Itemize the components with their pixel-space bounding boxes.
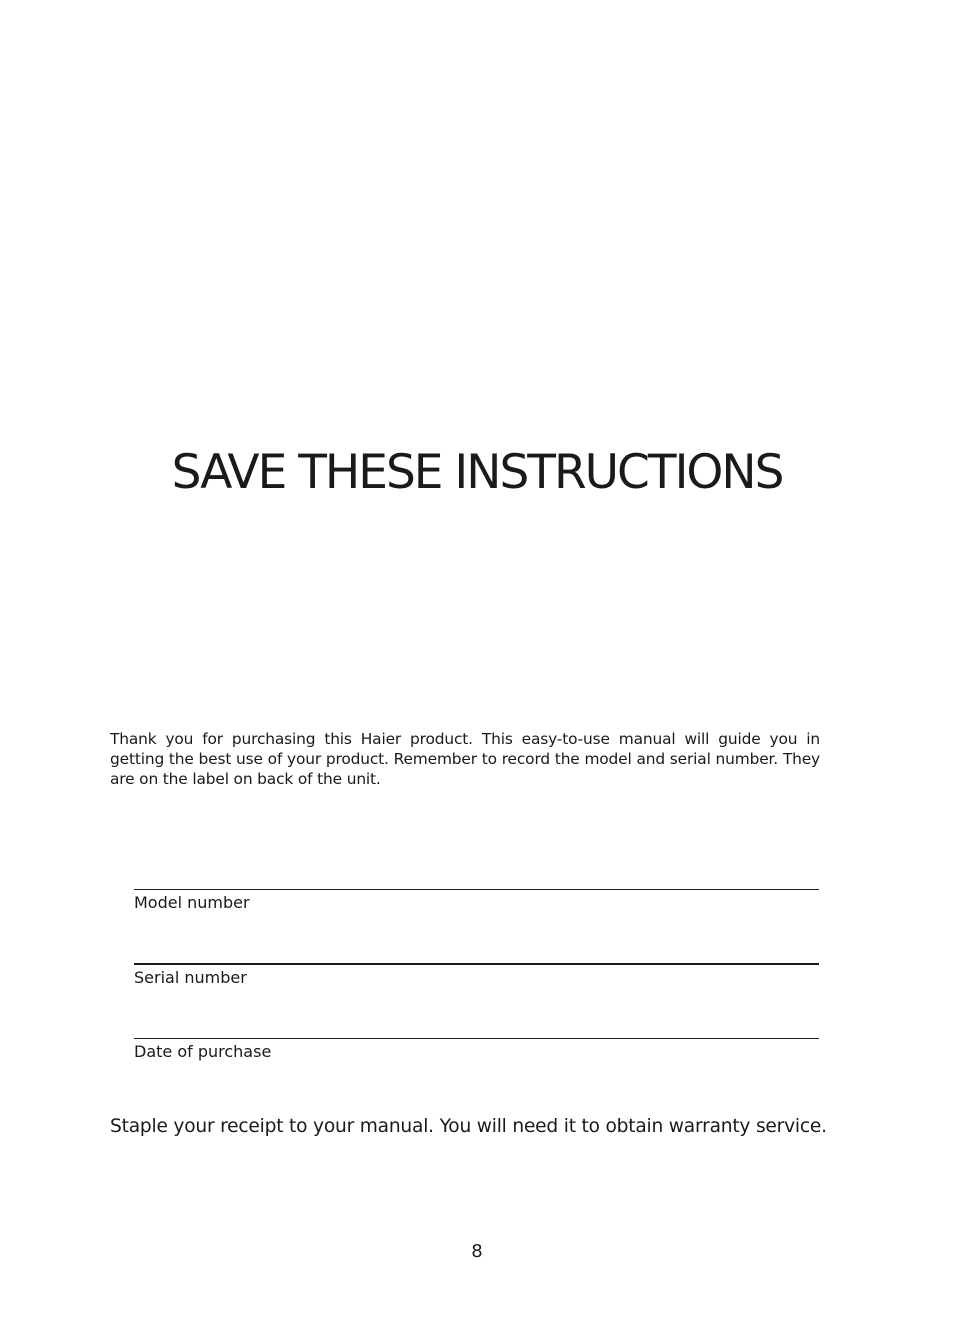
page-title: SAVE THESE INSTRUCTIONS	[171, 445, 783, 500]
date-of-purchase-label: Date of purchase	[134, 1042, 272, 1061]
serial-number-field[interactable]	[134, 963, 819, 988]
page-number: 8	[471, 1241, 483, 1262]
receipt-note: Staple your receipt to your manual. You will need it to obtain warranty service.	[110, 1116, 827, 1137]
date-of-purchase-field[interactable]	[134, 1038, 819, 1062]
serial-number-label: Serial number	[134, 968, 247, 987]
intro-paragraph: Thank you for purchasing this Haier product. This easy-to-use manual will guide you in getting the best use of your product. Remember to record the model and serial number. They are on the label on back of the unit.	[110, 730, 820, 788]
model-number-field[interactable]	[134, 889, 819, 913]
model-number-label: Model number	[134, 893, 250, 912]
